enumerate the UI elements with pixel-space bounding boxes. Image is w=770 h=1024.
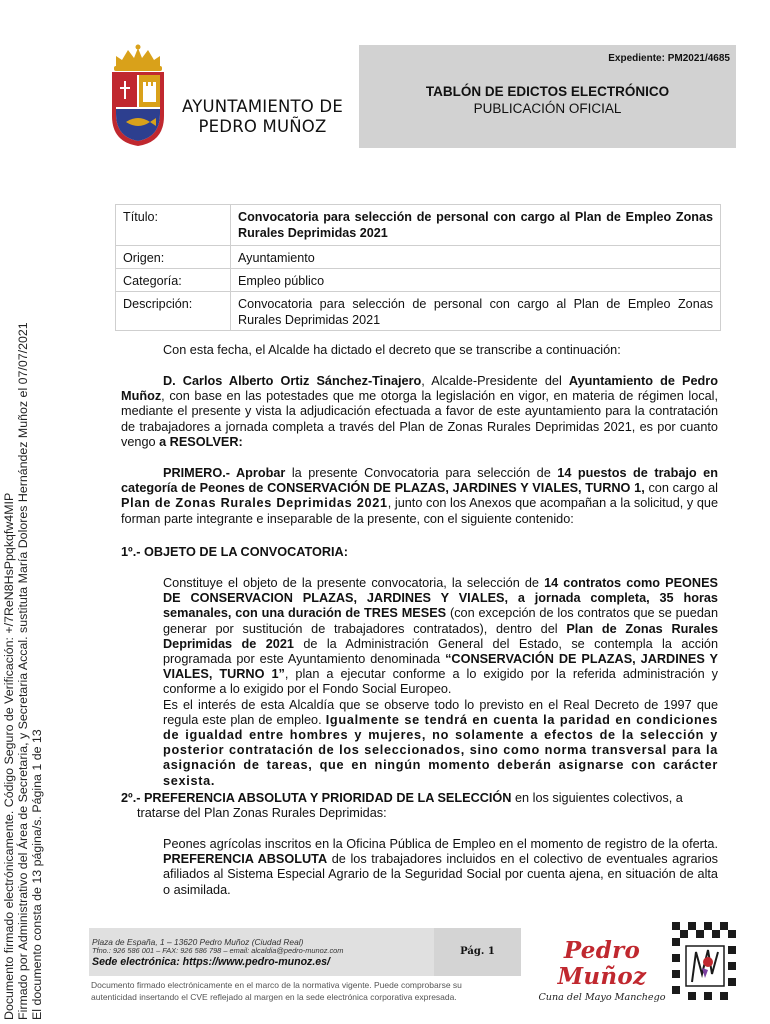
text-span: Es el interés de esta Alcaldía que se observe todo lo previsto en el Real Decreto de 1997 que regula este plan de empleo. <box>163 697 718 727</box>
bold-span: Igualmente se tendrá en cuenta la paridad en condiciones de igualdad entre hombres y mujeres, no solamente a efectos de la selección y posterior contratación de los seleccionados, sino como norma transversal para la asignación de tareas, que en ningún momento deberán asignarse con carácter sexista. <box>163 712 718 788</box>
text-span: (con excepción de los contratos que se puedan generar por sustitución de trabajadores contratados), dentro del <box>163 606 718 636</box>
meta-key: Categoría: <box>116 269 231 292</box>
bold-span: PREFERENCIA ABSOLUTA <box>163 852 328 867</box>
legal-line: Documento firmado electrónicamente en el marco de la normativa vigente. Puede comprobarse su <box>91 980 462 990</box>
stamp-line: El documento consta de 13 página/s. Página 1 de 13 <box>30 729 44 1020</box>
town-name-line: AYUNTAMIENTO DE <box>182 97 343 116</box>
edict-metadata-table <box>115 204 721 331</box>
footer-contact: Tfno.: 926 586 001 – FAX: 926 586 798 – email: alcaldia@pedro-munoz.com <box>92 946 344 955</box>
decree-paragraph <box>121 374 718 450</box>
expediente-number: Expediente: PM2021/4685 <box>608 53 730 64</box>
coat-of-arms-logo <box>106 44 170 148</box>
meta-value: Convocatoria para selección de personal con cargo al Plan de Empleo Zonas Rurales Deprimidas 2021 <box>231 205 721 246</box>
bold-span: 14 contratos como PEONES DE CONSERVACION PLAZAS, JARDINES Y VIALES, a jornada completa, 35 horas semanales, con una duración de TRES MESES <box>163 576 719 621</box>
stamp-line: Firmado por Administrativo del Área de Secretaria, y Secretaria Accal. sustituta María Dolores Hernández Muñoz el 07/07/2021 <box>16 322 30 1020</box>
emblem-icon <box>672 922 738 1000</box>
text-span: con cargo al <box>644 481 718 496</box>
text-span: , junto con los Anexos que acompañan a la solicitud, y que forman parte integrante e inseparable de la presente, con el siguiente contenido: <box>121 496 718 526</box>
text-span: de los trabajadores incluidos en el colectivo de eventuales agrarios afiliados al Sistema Especial Agrario de la Seguridad Social por cuenta ajena, en situación de alta o asimilada. <box>163 852 718 897</box>
heading-span: 2º.- PREFERENCIA ABSOLUTA Y PRIORIDAD DE LA SELECCIÓN <box>121 791 512 805</box>
legal-note <box>91 979 521 1003</box>
bold-span: “CONSERVACIÓN DE PLAZAS, JARDINES Y VIALES, TURNO 1” <box>163 652 719 682</box>
text-span: la presente Convocatoria para selección de <box>285 466 558 480</box>
text-span: Constituye el objeto de la presente convocatoria, la selección de <box>163 576 545 590</box>
footer-address: Plaza de España, 1 – 13620 Pedro Muñoz (Ciudad Real) <box>92 937 304 947</box>
first-resolution-paragraph <box>121 466 718 527</box>
text-span: , con base en las potestades que me otorga la legislación en vigor, en materia de régimen local, mediante el presente y vista la adjudicación efectuada a favor de este ayuntamiento para la contratación de trabajadores a jornada completa a través del Plan de Zonas Rurales Deprimidas 2021, es por cuanto vengo <box>121 389 718 449</box>
meta-value: Convocatoria para selección de personal con cargo al Plan de Empleo Zonas Rurales Deprimidas 2021 <box>231 292 721 331</box>
text-span: Peones agrícolas inscritos en la Oficina Pública de Empleo en el momento de registro de la oferta. <box>163 837 718 851</box>
mayor-name: D. Carlos Alberto Ortiz Sánchez-Tinajero <box>163 374 422 388</box>
meta-value: Empleo público <box>231 269 721 292</box>
organization-name: Ayuntamiento de Pedro Muñoz <box>121 374 718 404</box>
page-number: Pág. 1 <box>434 928 521 976</box>
table-row <box>116 205 721 246</box>
text-span: de la Administración General del Estado, se contempla la acción programada por este Ayuntamiento denominada <box>163 636 718 667</box>
table-row <box>116 269 721 292</box>
text-span: tratarse del Plan Zonas Rurales Deprimidas: <box>137 806 387 821</box>
preference-paragraph <box>163 837 718 898</box>
town-name <box>170 97 355 137</box>
meta-value: Ayuntamiento <box>231 246 721 269</box>
bold-span: 14 puestos de trabajo en categoría de Peones de CONSERVACIÓN DE PLAZAS, JARDINES Y VIALES, TURNO 1, <box>121 466 718 496</box>
bold-span: Plan de Zonas Rurales Deprimidas 2021 <box>121 496 388 511</box>
section-heading <box>121 791 718 821</box>
object-paragraph <box>163 576 718 789</box>
table-row <box>116 292 721 331</box>
intro-paragraph: Con esta fecha, el Alcalde ha dictado el decreto que se transcribe a continuación: <box>163 343 621 357</box>
section-heading: 1º.- OBJETO DE LA CONVOCATORIA: <box>121 545 348 559</box>
header-box <box>359 45 736 148</box>
resolve-label: a RESOLVER: <box>155 434 243 449</box>
brand-name: Pedro Muñoz <box>557 937 647 990</box>
meta-key: Descripción: <box>116 292 231 331</box>
sede-link[interactable]: Sede electrónica: https://www.pedro-munoz.es/ <box>92 956 331 968</box>
verification-stamp <box>2 310 44 1020</box>
legal-line: autenticidad insertando el CVE reflejado al margen en la sede electrónica corporativa expresada. <box>91 992 457 1002</box>
stamp-line: Documento firmado electrónicamente. Código Seguro de Verificación: +/7ReN8HsPpqkqfw4MIP <box>2 492 16 1020</box>
text-span: , plan a ejecutar conforme a lo exigido por la referida administración y conforme a lo exigido por el Fondo Social Europeo. <box>163 667 719 697</box>
footer-box <box>89 928 521 976</box>
board-subtitle: PUBLICACIÓN OFICIAL <box>473 101 622 116</box>
town-name-line: PEDRO MUÑOZ <box>198 117 327 136</box>
board-title: TABLÓN DE EDICTOS ELECTRÓNICO <box>425 84 670 99</box>
text-span: en los siguientes colectivos, a <box>511 791 683 805</box>
first-label: PRIMERO.- Aprobar <box>163 466 286 480</box>
meta-key: Origen: <box>116 246 231 269</box>
text-span: , Alcalde-Presidente del <box>421 374 569 388</box>
brand-logo <box>536 938 668 1003</box>
bold-span: Plan de Zonas Rurales Deprimidas de 2021 <box>163 621 718 651</box>
meta-key: Título: <box>116 205 231 246</box>
table-row <box>116 246 721 269</box>
brand-tagline: Cuna del Mayo Manchego <box>538 992 666 1003</box>
